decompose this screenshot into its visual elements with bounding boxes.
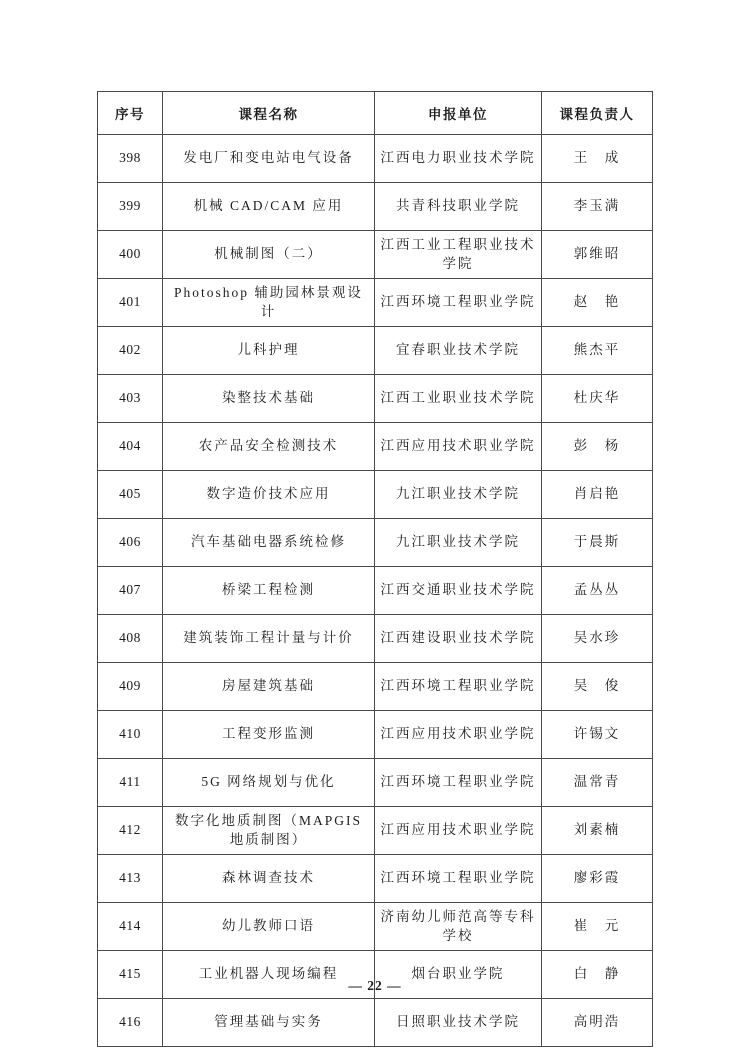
cell-course-leader: 高明浩	[542, 999, 653, 1047]
table-row	[98, 999, 653, 1047]
cell-serial-number: 409	[98, 663, 163, 711]
cell-course-leader: 刘素楠	[542, 807, 653, 855]
cell-course-leader: 熊杰平	[542, 327, 653, 375]
cell-serial-number: 398	[98, 135, 163, 183]
table-row	[98, 711, 653, 759]
cell-course-name: 儿科护理	[163, 327, 375, 375]
cell-serial-number: 413	[98, 855, 163, 903]
cell-serial-number: 408	[98, 615, 163, 663]
cell-course-name: 5G 网络规划与优化	[163, 759, 375, 807]
cell-course-name: 汽车基础电器系统检修	[163, 519, 375, 567]
table-row	[98, 807, 653, 855]
cell-course-leader: 彭 杨	[542, 423, 653, 471]
cell-course-leader: 李玉满	[542, 183, 653, 231]
table-row	[98, 663, 653, 711]
cell-course-name: 桥梁工程检测	[163, 567, 375, 615]
cell-course-leader: 孟丛丛	[542, 567, 653, 615]
cell-course-name: 森林调查技术	[163, 855, 375, 903]
cell-declaring-unit: 江西工业职业技术学院	[375, 375, 542, 423]
table-row	[98, 615, 653, 663]
cell-declaring-unit: 济南幼儿师范高等专科学校	[375, 903, 542, 951]
table-row	[98, 903, 653, 951]
cell-course-name: 发电厂和变电站电气设备	[163, 135, 375, 183]
cell-declaring-unit: 江西应用技术职业学院	[375, 711, 542, 759]
header-serial-number: 序号	[98, 92, 163, 135]
course-table	[97, 91, 653, 1047]
cell-declaring-unit: 宜春职业技术学院	[375, 327, 542, 375]
cell-declaring-unit: 江西电力职业技术学院	[375, 135, 542, 183]
cell-declaring-unit: 九江职业技术学院	[375, 519, 542, 567]
cell-serial-number: 405	[98, 471, 163, 519]
table-row	[98, 519, 653, 567]
cell-course-name: 机械制图（二）	[163, 231, 375, 279]
cell-course-leader: 白 静	[542, 951, 653, 999]
table-row	[98, 183, 653, 231]
cell-course-name: 机械 CAD/CAM 应用	[163, 183, 375, 231]
cell-course-name: 房屋建筑基础	[163, 663, 375, 711]
cell-serial-number: 415	[98, 951, 163, 999]
table-row	[98, 423, 653, 471]
cell-course-leader: 温常青	[542, 759, 653, 807]
cell-course-name: 染整技术基础	[163, 375, 375, 423]
cell-declaring-unit: 江西环境工程职业学院	[375, 759, 542, 807]
cell-declaring-unit: 江西应用技术职业学院	[375, 807, 542, 855]
cell-declaring-unit: 江西工业工程职业技术学院	[375, 231, 542, 279]
cell-course-name: 工业机器人现场编程	[163, 951, 375, 999]
cell-declaring-unit: 江西环境工程职业学院	[375, 855, 542, 903]
header-declaring-unit: 申报单位	[375, 92, 542, 135]
cell-course-leader: 许锡文	[542, 711, 653, 759]
cell-declaring-unit: 江西应用技术职业学院	[375, 423, 542, 471]
cell-course-leader: 廖彩霞	[542, 855, 653, 903]
cell-course-leader: 于晨斯	[542, 519, 653, 567]
cell-course-leader: 肖启艳	[542, 471, 653, 519]
cell-course-leader: 杜庆华	[542, 375, 653, 423]
cell-course-name: 幼儿教师口语	[163, 903, 375, 951]
table-row	[98, 231, 653, 279]
table-row	[98, 471, 653, 519]
cell-course-name: 工程变形监测	[163, 711, 375, 759]
cell-serial-number: 401	[98, 279, 163, 327]
cell-serial-number: 404	[98, 423, 163, 471]
table-row	[98, 375, 653, 423]
cell-course-leader: 王 成	[542, 135, 653, 183]
cell-course-leader: 吴水珍	[542, 615, 653, 663]
cell-serial-number: 400	[98, 231, 163, 279]
cell-serial-number: 414	[98, 903, 163, 951]
cell-serial-number: 403	[98, 375, 163, 423]
cell-serial-number: 411	[98, 759, 163, 807]
cell-declaring-unit: 江西环境工程职业学院	[375, 663, 542, 711]
table-row	[98, 855, 653, 903]
cell-course-name: Photoshop 辅助园林景观设计	[163, 279, 375, 327]
cell-course-name: 数字化地质制图（MAPGIS 地质制图）	[163, 807, 375, 855]
table-row	[98, 759, 653, 807]
cell-declaring-unit: 九江职业技术学院	[375, 471, 542, 519]
cell-serial-number: 399	[98, 183, 163, 231]
cell-course-name: 建筑装饰工程计量与计价	[163, 615, 375, 663]
cell-course-name: 数字造价技术应用	[163, 471, 375, 519]
cell-course-leader: 崔 元	[542, 903, 653, 951]
header-course-leader: 课程负责人	[542, 92, 653, 135]
cell-serial-number: 412	[98, 807, 163, 855]
table-row	[98, 567, 653, 615]
cell-declaring-unit: 日照职业技术学院	[375, 999, 542, 1047]
table-row	[98, 135, 653, 183]
cell-declaring-unit: 共青科技职业学院	[375, 183, 542, 231]
table-body	[98, 135, 653, 1047]
page-number: — 22 —	[348, 978, 402, 993]
cell-serial-number: 416	[98, 999, 163, 1047]
cell-course-name: 农产品安全检测技术	[163, 423, 375, 471]
header-course-name: 课程名称	[163, 92, 375, 135]
cell-serial-number: 402	[98, 327, 163, 375]
table-row	[98, 279, 653, 327]
cell-course-leader: 郭维昭	[542, 231, 653, 279]
cell-serial-number: 407	[98, 567, 163, 615]
cell-serial-number: 406	[98, 519, 163, 567]
cell-course-leader: 吴 俊	[542, 663, 653, 711]
cell-declaring-unit: 江西建设职业技术学院	[375, 615, 542, 663]
cell-course-leader: 赵 艳	[542, 279, 653, 327]
cell-declaring-unit: 江西交通职业技术学院	[375, 567, 542, 615]
cell-serial-number: 410	[98, 711, 163, 759]
table-header-row	[98, 92, 653, 135]
cell-course-name: 管理基础与实务	[163, 999, 375, 1047]
table-row	[98, 327, 653, 375]
cell-declaring-unit: 烟台职业学院	[375, 951, 542, 999]
cell-declaring-unit: 江西环境工程职业学院	[375, 279, 542, 327]
